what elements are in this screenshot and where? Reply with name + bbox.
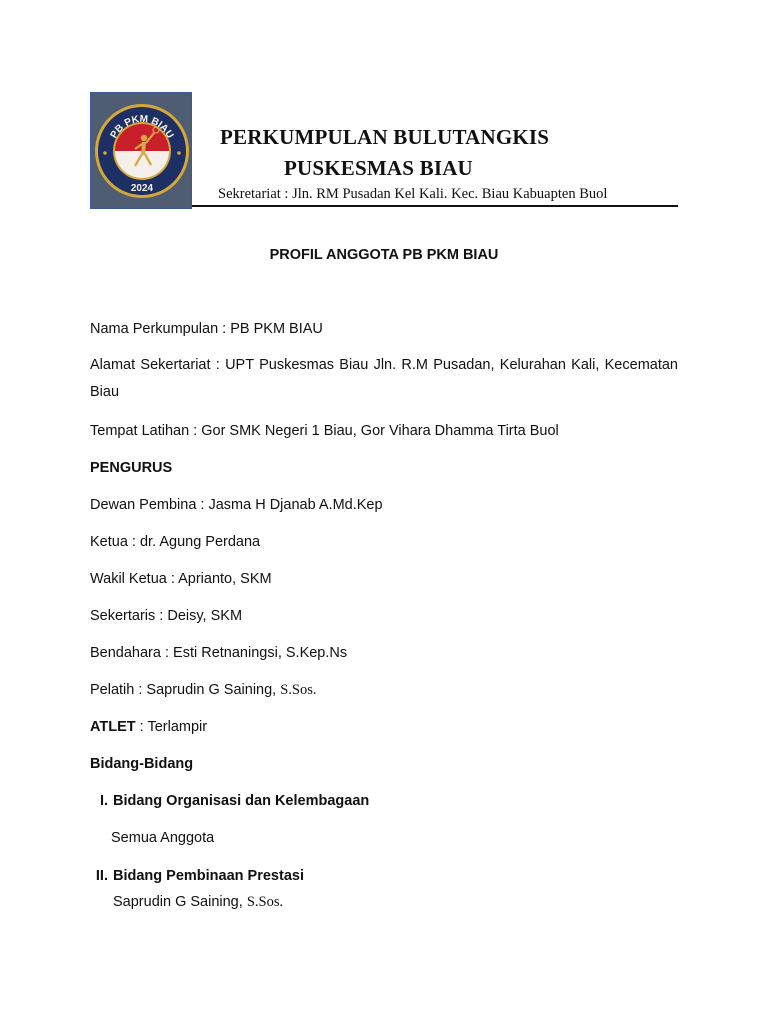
organization-title-line1: PERKUMPULAN BULUTANGKIS [220, 125, 550, 149]
field-alamat-sekertariat: Alamat Sekertariat : UPT Puskesmas Biau Jln. R.M Pusadan, Kelurahan Kali, Kecematan Biau [90, 357, 678, 400]
atlet-label: ATLET [90, 719, 136, 735]
section-heading-bidang: Bidang-Bidang [90, 756, 194, 772]
organization-title-line2: PUSKESMAS BIAU [284, 156, 473, 180]
bidang-members-organisasi [111, 830, 214, 847]
bidang-item-pembinaan-prestasi [90, 868, 304, 884]
bidang-number: I. [99, 793, 108, 809]
document-title: PROFIL ANGGOTA PB PKM BIAU [269, 247, 499, 263]
pelatih-name: Pelatih : Saprudin G Saining, [90, 682, 281, 698]
header-divider [192, 205, 678, 207]
bidang-member-degree: S.Sos. [246, 894, 284, 910]
bidang-member: Saprudin G Saining, [113, 894, 247, 910]
organization-logo [90, 92, 192, 209]
field-tempat-latihan: Tempat Latihan : Gor SMK Negeri 1 Biau, Gor Vihara Dhamma Tirta Buol [90, 423, 559, 439]
secretariat-address: Sekretariat : Jln. RM Pusadan Kel Kali. Kec. Biau Kabuapten Buol [218, 186, 608, 202]
badge-ring-text: PB PKM BIAU [108, 113, 176, 141]
bidang-title: Bidang Organisasi dan Kelembagaan [113, 793, 370, 809]
badge-year: 2024 [130, 183, 154, 194]
pengurus-bendahara: Bendahara : Esti Retnaningsi, S.Kep.Ns [90, 645, 348, 661]
field-nama-perkumpulan: Nama Perkumpulan : PB PKM BIAU [90, 321, 323, 337]
bidang-members-pembinaan-prestasi [113, 894, 283, 911]
badge-emblem-icon [91, 93, 192, 209]
pengurus-dewan-pembina: Dewan Pembina : Jasma H Djanab A.Md.Kep [90, 497, 383, 513]
bidang-item-organisasi [90, 793, 369, 809]
pengurus-pelatih [90, 682, 317, 699]
section-heading-pengurus: PENGURUS [90, 460, 173, 476]
bidang-title: Bidang Pembinaan Prestasi [113, 868, 304, 884]
bidang-number: II. [95, 868, 108, 884]
bidang-member: Semua Anggota [111, 830, 215, 846]
pengurus-ketua: Ketua : dr. Agung Perdana [90, 534, 261, 550]
pelatih-degree: S.Sos. [280, 682, 317, 698]
atlet-line [90, 719, 207, 735]
atlet-value: : Terlampir [135, 719, 208, 735]
pengurus-wakil-ketua: Wakil Ketua : Aprianto, SKM [90, 571, 272, 587]
pengurus-sekertaris: Sekertaris : Deisy, SKM [90, 608, 243, 624]
